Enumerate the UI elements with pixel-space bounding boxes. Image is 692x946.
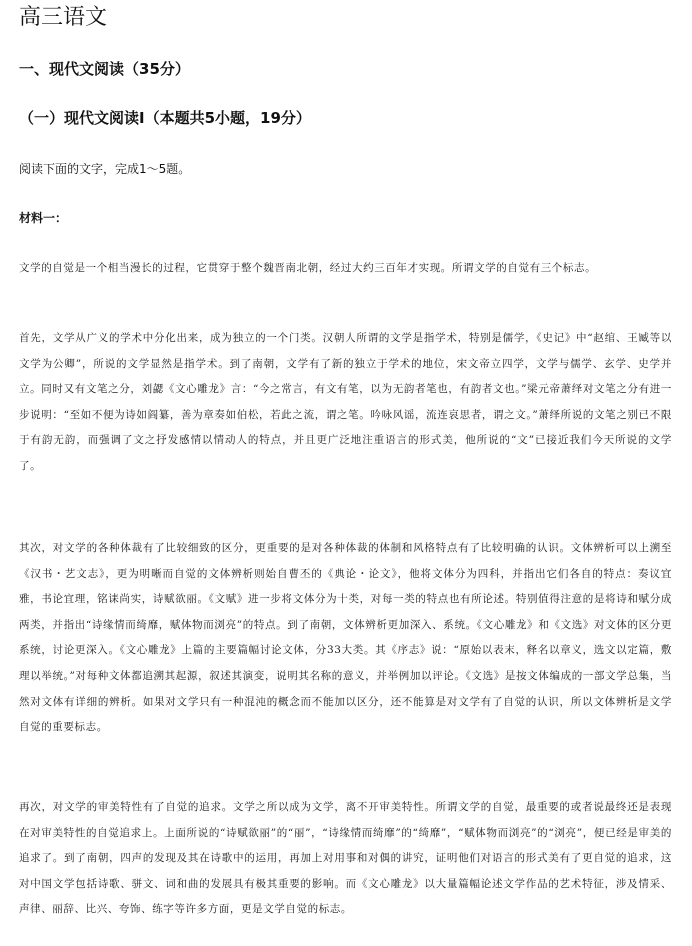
subsection-heading: （一）现代文阅读I（本题共5小题，19分） (19, 109, 311, 127)
paragraph-3: 其次，对文学的各种体裁有了比较细致的区分，更重要的是对各种体裁的体制和风格特点有了比较明确的认识。文体辨析可以上溯至《汉书・艺文志》，更为明晰而自觉的文体辨析则始自曹丕的《典论・论文》，他将文体分为四科，并指出它们各自的特点：奏议宜雅，书论宜理，铭诔尚实，诗赋欲丽。《文赋》进一步将文体分为十类，对每一类的特点也有所论述。特别值得注意的是将诗和赋分成两类，并指出“诗缘情而绮靡，赋体物而浏亮”的特点。到了南朝，文体辨析更加深入、系统。《文心雕龙》和《文选》对文体的区分更系统，讨论更深入。《文心雕龙》上篇的主要篇幅讨论文体，分33大类。其《序志》说：“原始以表末，释名以章义，选文以定篇，敷理以举统。”对每种文体都追溯其起源，叙述其演变，说明其名称的意义，并举例加以评论。《文选》是按文体编成的一部文学总集，当然对文体有详细的辨析。如果对文学只有一种混沌的概念而不能加以区分，还不能算是对文学有了自觉的认识，所以文体辨析是文学自觉的重要标志。 (19, 542, 672, 734)
paragraph-1: 文学的自觉是一个相当漫长的过程，它贯穿于整个魏晋南北朝，经过大约三百年才实现。所谓文学的自觉有三个标志。 (19, 262, 597, 274)
paragraph-4: 再次，对文学的审美特性有了自觉的追求。文学之所以成为文学，离不开审美特性。所谓文学的自觉，最重要的或者说最终还是表现在对审美特性的自觉追求上。上面所说的“诗赋欲丽”的“丽”，“诗缘情而绮靡”的“绮靡”，“赋体物而浏亮”的“浏亮”，便已经是审美的追求了。到了南朝，四声的发现及其在诗歌中的运用，再加上对用事和对偶的讲究，证明他们对语言的形式美有了更自觉的追求，这对中国文学包括诗歌、骈文、词和曲的发展具有极其重要的影响。而《文心雕龙》以大量篇幅论述文学作品的艺术特征，涉及情采、声律、丽辞、比兴、夸饰、练字等许多方面，更是文学自觉的标志。 (19, 801, 672, 916)
material-label: 材料一： (19, 211, 68, 225)
paragraph-2: 首先，文学从广义的学术中分化出来，成为独立的一个门类。汉朝人所谓的文学是指学术，特别是儒学，《史记》中“赵绾、王臧等以文学为公卿”，所说的文学显然是指学术。到了南朝，文学有了新的独立于学术的地位，宋文帝立四学，文学与儒学、玄学、史学并立。同时又有文笔之分，刘勰《文心雕龙》言：“今之常言，有文有笔，以为无韵者笔也，有韵者文也。”梁元帝萧绎对文笔之分有进一步说明：“至如不便为诗如阎纂，善为章奏如伯松，若此之流，谓之笔。吟咏风谣，流连哀思者，谓之文。”萧绎所说的文笔之别已不限于有韵无韵，而强调了文之抒发感情以情动人的特点，并且更广泛地注重语言的形式美，他所说的“文”已接近我们今天所说的文学了。 (19, 332, 672, 472)
section-heading: 一、现代文阅读（35分） (19, 60, 190, 78)
page-title: 高三语文 (19, 5, 108, 30)
instruction-text: 阅读下面的文字，完成1～5题。 (19, 162, 191, 176)
